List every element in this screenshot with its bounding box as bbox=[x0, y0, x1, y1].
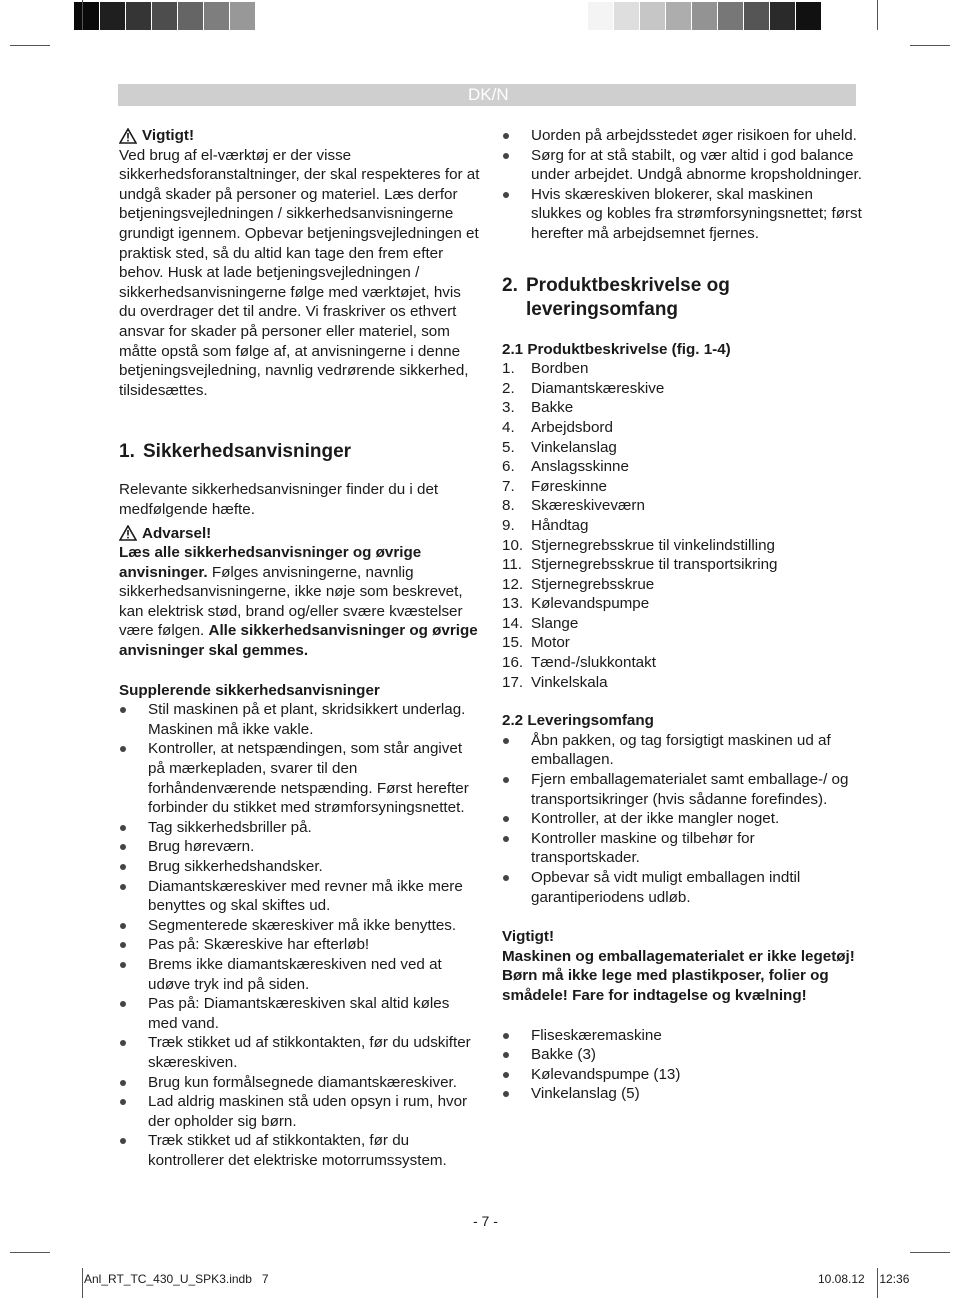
delivery-list bbox=[502, 731, 862, 907]
part-number: 10. bbox=[502, 536, 524, 554]
part-label: Stjernegrebsskrue bbox=[531, 575, 655, 593]
part-label: Håndtag bbox=[531, 516, 589, 534]
delivery-item: Kontroller maskine og tilbehør for transportskader. bbox=[502, 829, 862, 868]
important-heading-right: Vigtigt! bbox=[502, 928, 555, 946]
important-note: Maskinen og emballagematerialet er ikke legetøj! Børn må ikke lege med plastikposer, folier og smådele! Fare for indtagelse og kvælning! bbox=[502, 947, 855, 1004]
safety-item: Uorden på arbejdsstedet øger risikoen for uheld. bbox=[502, 126, 862, 146]
supplement-item: Brug kun formålsegnede diamantskæreskiver. bbox=[119, 1073, 481, 1093]
warning-triangle-icon bbox=[119, 128, 137, 144]
supplement-heading: Supplerende sikkerhedsanvisninger bbox=[119, 681, 380, 699]
important-heading: Vigtigt! bbox=[119, 126, 481, 146]
warning-triangle-icon bbox=[119, 525, 137, 541]
part-label: Bakke bbox=[531, 399, 574, 417]
warning-body: Følges anvisningerne, navnlig sikkerhedsanvisningerne, ikke nøje som beskrevet, kan elektrisk stød, brand og/eller svære kvæstelser være følgen. bbox=[119, 563, 463, 640]
subsection-2-1-heading: 2.1 Produktbeskrivelse (fig. 1-4) bbox=[502, 340, 731, 358]
supplement-item: Brems ikke diamantskæreskiven ned ved at udøve tryk ind på siden. bbox=[119, 955, 481, 994]
safety-item: Hvis skæreskiven blokerer, skal maskinen slukkes og kobles fra strømforsyningsnettet; først herefter må arbejdsemnet fjernes. bbox=[502, 185, 862, 244]
page-number: - 7 - bbox=[473, 1213, 498, 1229]
section-title-line2: leveringsomfang bbox=[526, 298, 679, 320]
color-registration-bar-dark bbox=[74, 2, 256, 30]
file-name: Anl_RT_TC_430_U_SPK3.indb 7 bbox=[84, 1272, 269, 1286]
contents-item: Fliseskæremaskine bbox=[502, 1026, 862, 1046]
right-column bbox=[502, 126, 862, 1104]
part-item bbox=[502, 457, 862, 477]
crop-mark bbox=[10, 1252, 50, 1253]
contents-item: Vinkelanslag (5) bbox=[502, 1084, 862, 1104]
part-label: Føreskinne bbox=[531, 477, 607, 495]
intro-paragraph: Ved brug af el-værktøj er der visse sikkerhedsforanstaltninger, der skal respekteres for at undgå skader på personer og materiel. Læs derfor betjeningsvejledningen / sikkerhedsanvisningerne grundigt igennem. Opbevar betjeningsvejledningen et praktisk sted, så du altid kan tage den frem efter behov. Husk at lade betjeningsvejledningen / sikkerhedsanvisningerne følge med værktøjet, hvis du overdrager det til andre. Vi fraskriver os ethvert ansvar for skader på personer eller materiel, som måtte opstå som følge af, at anvisningerne i denne betjeningsvejledning, navnlig vedrørende sikkerhed, tilsidesættes. bbox=[119, 146, 480, 399]
part-item bbox=[502, 575, 862, 595]
part-label: Anslagsskinne bbox=[531, 458, 629, 476]
warning-paragraph bbox=[119, 543, 481, 661]
crop-mark bbox=[910, 1252, 950, 1253]
language-header-bar bbox=[118, 84, 856, 106]
contents-list bbox=[502, 1026, 862, 1104]
delivery-item: Kontroller, at der ikke mangler noget. bbox=[502, 809, 862, 829]
crop-mark bbox=[82, 0, 83, 30]
safety-item: Sørg for at stå stabilt, og vær altid i god balance under arbejdet. Undgå abnorme kropsholdninger. bbox=[502, 146, 862, 185]
part-label: Stjernegrebsskrue til transportsikring bbox=[531, 556, 778, 574]
safety-continued-list bbox=[502, 126, 862, 244]
part-label: Stjernegrebsskrue til vinkelindstilling bbox=[531, 536, 775, 554]
crop-mark bbox=[82, 1268, 83, 1298]
part-number: 13. bbox=[502, 595, 524, 613]
delivery-item: Fjern emballagematerialet samt emballage-/ og transportsikringer (hvis sådanne forefindes). bbox=[502, 770, 862, 809]
part-label: Vinkelskala bbox=[531, 673, 608, 691]
part-item bbox=[502, 555, 862, 575]
part-item bbox=[502, 438, 862, 458]
part-label: Vinkelanslag bbox=[531, 438, 617, 456]
part-number: 6. bbox=[502, 458, 515, 476]
part-label: Motor bbox=[531, 634, 570, 652]
supplement-item: Træk stikket ud af stikkontakten, før du udskifter skæreskiven. bbox=[119, 1033, 481, 1072]
delivery-item: Opbevar så vidt muligt emballagen indtil garantiperiodens udløb. bbox=[502, 868, 862, 907]
supplement-item: Kontroller, at netspændingen, som står angivet på mærkepladen, svarer til den forhåndenværende netspænding. Først herefter forbinder du stikket med strømforsyningsnettet. bbox=[119, 739, 481, 817]
part-number: 7. bbox=[502, 477, 515, 495]
part-item bbox=[502, 653, 862, 673]
warning-heading: Advarsel! bbox=[119, 524, 481, 544]
part-item bbox=[502, 673, 862, 693]
part-item bbox=[502, 516, 862, 536]
contents-item: Kølevandspumpe (13) bbox=[502, 1065, 862, 1085]
part-label: Kølevandspumpe bbox=[531, 595, 650, 613]
print-date-time: 10.08.12 12:36 bbox=[818, 1272, 910, 1286]
crop-mark bbox=[877, 0, 878, 30]
supplement-item: Brug høreværn. bbox=[119, 837, 481, 857]
section-number: 1. bbox=[119, 441, 135, 463]
part-item bbox=[502, 418, 862, 438]
supplement-item: Diamantskæreskiver med revner må ikke mere benyttes og skal skiftes ud. bbox=[119, 877, 481, 916]
part-number: 2. bbox=[502, 379, 515, 397]
supplement-item: Pas på: Diamantskæreskiven skal altid køles med vand. bbox=[119, 994, 481, 1033]
part-item bbox=[502, 594, 862, 614]
parts-list bbox=[502, 359, 862, 692]
section-title: Sikkerhedsanvisninger bbox=[143, 441, 352, 463]
part-number: 4. bbox=[502, 418, 515, 436]
part-number: 15. bbox=[502, 634, 524, 652]
language-tag: DK/N bbox=[468, 85, 509, 104]
section-title-line1: Produktbeskrivelse og bbox=[526, 274, 730, 296]
part-number: 14. bbox=[502, 614, 524, 632]
supplement-item: Pas på: Skæreskive har efterløb! bbox=[119, 935, 481, 955]
supplement-item: Træk stikket ud af stikkontakten, før du kontrollerer det elektriske motorrumssystem. bbox=[119, 1131, 481, 1170]
part-label: Diamantskæreskive bbox=[531, 379, 665, 397]
supplement-item: Segmenterede skæreskiver må ikke benyttes. bbox=[119, 916, 481, 936]
section-1-text: Relevante sikkerhedsanvisninger finder du i det medfølgende hæfte. bbox=[119, 481, 439, 518]
part-label: Arbejdsbord bbox=[531, 418, 613, 436]
part-number: 8. bbox=[502, 497, 515, 515]
warning-bold-lead: Læs alle sikkerhedsanvisninger og øvrige anvisninger. bbox=[119, 544, 422, 581]
part-label: Skæreskiveværn bbox=[531, 497, 645, 515]
part-label: Tænd-/slukkontakt bbox=[531, 654, 656, 672]
left-column bbox=[119, 126, 481, 1171]
part-number: 9. bbox=[502, 516, 515, 534]
section-1-heading bbox=[119, 440, 481, 464]
crop-mark bbox=[910, 45, 950, 46]
part-item bbox=[502, 614, 862, 634]
supplement-item: Tag sikkerhedsbriller på. bbox=[119, 818, 481, 838]
part-item bbox=[502, 359, 862, 379]
subsection-2-2-heading: 2.2 Leveringsomfang bbox=[502, 712, 654, 730]
part-number: 16. bbox=[502, 654, 524, 672]
warning-bold-end: Alle sikkerhedsanvisninger og øvrige anvisninger skal gemmes. bbox=[119, 622, 478, 660]
supplement-item: Lad aldrig maskinen stå uden opsyn i rum, hvor der opholder sig børn. bbox=[119, 1092, 481, 1131]
color-registration-bar-light bbox=[588, 2, 822, 30]
part-item bbox=[502, 477, 862, 497]
part-item bbox=[502, 398, 862, 418]
supplement-list bbox=[119, 700, 481, 1170]
section-number: 2. bbox=[502, 274, 518, 296]
part-item bbox=[502, 536, 862, 556]
crop-mark bbox=[10, 45, 50, 46]
supplement-item: Stil maskinen på et plant, skridsikkert underlag. Maskinen må ikke vakle. bbox=[119, 700, 481, 739]
part-number: 17. bbox=[502, 673, 524, 691]
part-label: Slange bbox=[531, 614, 579, 632]
part-number: 1. bbox=[502, 360, 515, 378]
supplement-item: Brug sikkerhedshandsker. bbox=[119, 857, 481, 877]
part-label: Bordben bbox=[531, 360, 589, 378]
part-number: 5. bbox=[502, 438, 515, 456]
part-number: 11. bbox=[502, 556, 522, 574]
part-number: 3. bbox=[502, 399, 515, 417]
part-item bbox=[502, 633, 862, 653]
contents-item: Bakke (3) bbox=[502, 1045, 862, 1065]
section-2-heading bbox=[502, 274, 862, 322]
part-item bbox=[502, 379, 862, 399]
part-number: 12. bbox=[502, 575, 524, 593]
delivery-item: Åbn pakken, og tag forsigtigt maskinen ud af emballagen. bbox=[502, 731, 862, 770]
part-item bbox=[502, 496, 862, 516]
